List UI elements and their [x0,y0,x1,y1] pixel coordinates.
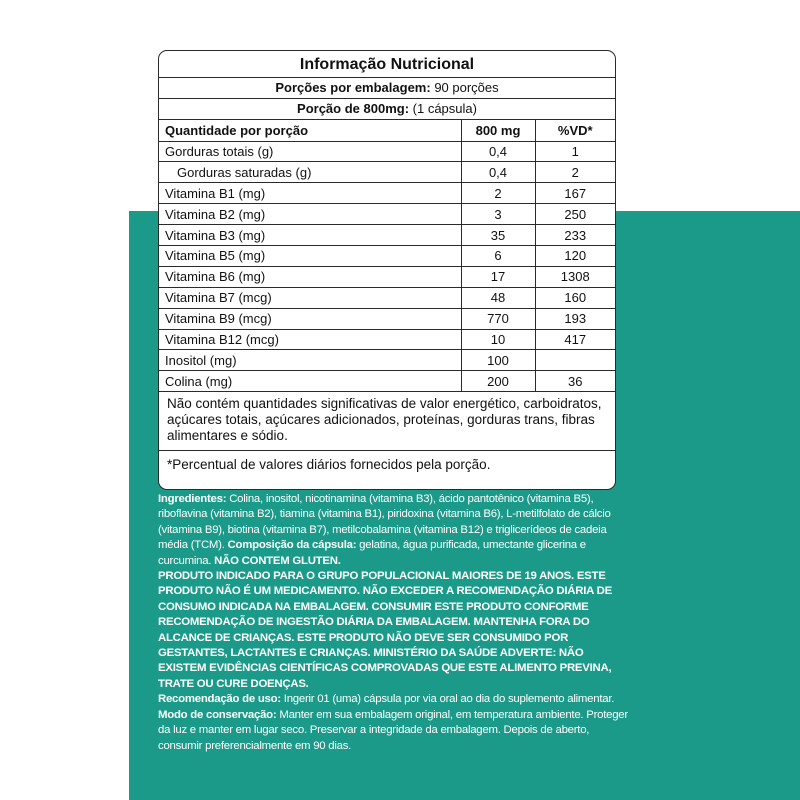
capsule-text: gelatina, água purificada, umectante glicerina e curcumina. [158,539,586,567]
nutrient-amount: 100 [461,350,535,371]
nutrient-name: Vitamina B3 (mg) [159,225,461,246]
nutrient-name: Vitamina B6 (mg) [159,266,461,287]
table-row [159,287,615,308]
nutrient-table [159,120,615,392]
ingredients-text: Colina, inositol, nicotinamina (vitamina B3), ácido pantotênico (vitamina B5), riboflavina (vitamina B2), tiamina (vitamina B1), piridoxina (vitamina B6), L-metilfolato de cálcio (vitamina B9), biotina (vitamina B7), metilcobalamina (vitamina B12) e triglicerídeos de cadeia média (TCM). [158,493,611,552]
warnings-text: PRODUTO INDICADO PARA O GRUPO POPULACIONAL MAIORES DE 19 ANOS. ESTE PRODUTO NÃO É UM MEDICAMENTO. NÃO EXCEDER A RECOMENDAÇÃO DIÁRIA DE CONSUMO INDICADA NA EMBALAGEM. CONSUMIR ESTE PRODUTO CONFORME RECOMENDAÇÃO DE INGESTÃO DIÁRIA DA EMBALAGEM. MANTENHA FORA DO ALCANCE DE CRIANÇAS. ESTE PRODUTO NÃO DEVE SER CONSUMIDO POR GESTANTES, LACTANTES E CRIANÇAS. MINISTÉRIO DA SAÚDE ADVERTE: NÃO EXISTEM EVIDÊNCIAS CIENTÍFICAS COMPROVADAS QUE ESTE ALIMENTO PREVINA, TRATE OU CURE DOENÇAS. [158,570,612,690]
table-row [159,183,615,204]
nutrient-vd: 233 [535,225,615,246]
usage-paragraph [158,692,634,707]
nutrient-name: Vitamina B12 (mcg) [159,329,461,350]
header-quantity: Quantidade por porção [159,120,461,141]
header-vd: %VD* [535,120,615,141]
nutrition-facts-table [158,50,616,490]
nutrient-name: Vitamina B7 (mcg) [159,287,461,308]
nutrient-amount: 200 [461,371,535,392]
header-amount: 800 mg [461,120,535,141]
nutrient-amount: 48 [461,287,535,308]
table-row [159,204,615,225]
storage-text: Manter em sua embalagem original, em temperatura ambiente. Proteger da luz e manter em lugar seco. Preservar a integridade da embalagem. Depois de aberto, consumir preferencialmente em 90 dias. [158,708,628,752]
nutrient-name: Vitamina B2 (mg) [159,204,461,225]
usage-label: Recomendação de uso: [158,693,281,706]
nutrient-vd: 160 [535,287,615,308]
nutrient-amount: 0,4 [461,162,535,183]
ingredients-paragraph [158,492,634,569]
nutrient-amount: 10 [461,329,535,350]
nutrient-name: Gorduras totais (g) [159,141,461,162]
table-row [159,225,615,246]
nutrient-amount: 6 [461,245,535,266]
table-row [159,266,615,287]
servings-per-package [159,78,615,99]
nutrient-vd: 36 [535,371,615,392]
table-row [159,245,615,266]
table-row [159,371,615,392]
nutrient-vd: 1308 [535,266,615,287]
ingredients-label: Ingredientes: [158,493,227,505]
product-information [158,492,634,754]
nutrient-vd: 167 [535,183,615,204]
table-row [159,329,615,350]
nutrient-name: Vitamina B9 (mcg) [159,308,461,329]
table-row [159,141,615,162]
daily-value-footnote: *Percentual de valores diários fornecidos pela porção. [167,457,491,473]
portion-value: (1 cápsula) [412,101,477,116]
capsule-label: Composição da cápsula: [227,539,357,552]
portion-label: Porção de 800mg: [297,101,410,116]
nutrient-name: Vitamina B5 (mg) [159,245,461,266]
warnings-paragraph [158,569,634,692]
table-header-row [159,120,615,141]
nutrient-vd: 2 [535,162,615,183]
nutrient-amount: 35 [461,225,535,246]
storage-label: Modo de conservação: [158,708,277,721]
usage-text: Ingerir 01 (uma) cápsula por via oral ao dia do suplemento alimentar. [283,693,615,706]
table-row [159,308,615,329]
servings-value: 90 porções [434,80,499,95]
nutrient-name: Colina (mg) [159,371,461,392]
nutrient-amount: 770 [461,308,535,329]
nutrient-name: Vitamina B1 (mg) [159,183,461,204]
nutrient-amount: 17 [461,266,535,287]
nutrient-amount: 2 [461,183,535,204]
servings-label: Porções por embalagem: [275,80,431,95]
nutrient-vd: 120 [535,245,615,266]
insignificant-amounts-note: Não contém quantidades significativas de valor energético, carboidratos, açúcares totais, açúcares adicionados, proteínas, gorduras trans, fibras alimentares e sódio. [159,392,615,451]
nutrient-vd: 250 [535,204,615,225]
table-row [159,350,615,371]
nutrient-vd [535,350,615,371]
nutrient-name: Inositol (mg) [159,350,461,371]
nutrient-amount: 0,4 [461,141,535,162]
nutrient-vd: 193 [535,308,615,329]
table-row [159,162,615,183]
storage-paragraph [158,708,634,754]
gluten-warning: NÃO CONTEM GLUTEN. [214,554,341,567]
nutrient-amount: 3 [461,204,535,225]
nutrient-name: Gorduras saturadas (g) [159,162,461,183]
nutrient-vd: 1 [535,141,615,162]
portion-size [159,99,615,120]
table-title: Informação Nutricional [159,51,615,78]
nutrient-vd: 417 [535,329,615,350]
